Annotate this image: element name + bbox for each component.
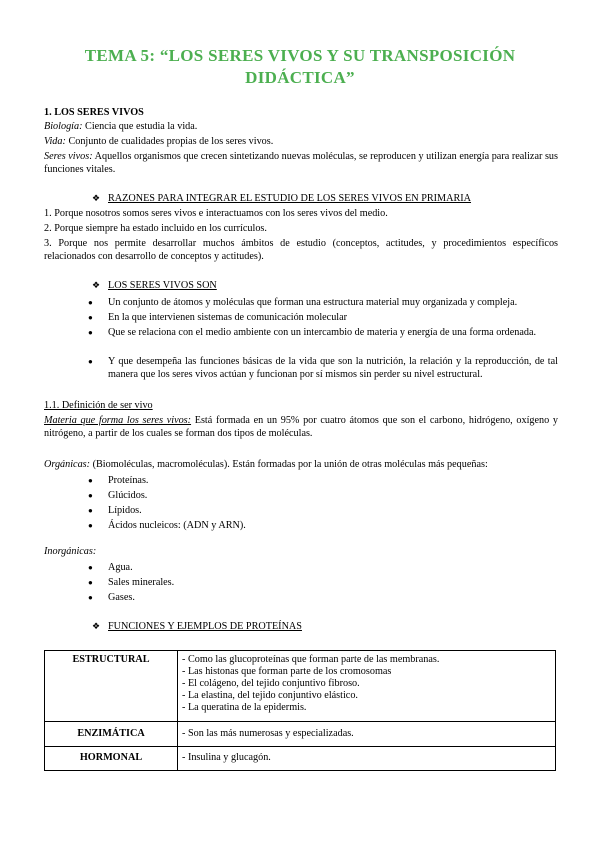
term: Seres vivos: [44, 151, 93, 162]
table-row [45, 722, 556, 747]
list-item: ● Glúcidos. [88, 490, 148, 501]
label-inorganicas: Inorgánicas: [44, 546, 97, 557]
list-item: 2. Porque siempre ha estado incluido en los currículos. [44, 223, 267, 234]
list-item: ● Proteínas. [88, 475, 149, 486]
table-row [45, 651, 556, 722]
diamond-bullet-icon: ❖ [92, 193, 101, 203]
subsection-heading-proteinas: ❖ FUNCIONES Y EJEMPLOS DE PROTEÍNAS [92, 621, 302, 632]
definition-text: Conjunto de cualidades propias de los seres vivos. [65, 136, 274, 147]
bullet-icon: ● [88, 476, 93, 485]
table-cell-value: - Insulina y glucagón. [178, 747, 556, 771]
list-item: 3. Porque nos permite desarrollar muchos ámbitos de estudio (conceptos, actitudes, y procedimientos específicos relacionados con desarrollo de conceptos y actitudes). [44, 238, 558, 262]
list-item: ● Que se relaciona con el medio ambiente con un intercambio de materia y energía de una forma ordenada. [88, 327, 537, 338]
definition-seres-vivos [44, 150, 558, 176]
bullet-icon: ● [88, 313, 93, 322]
definition-biologia [44, 120, 558, 133]
bullet-icon: ● [88, 578, 93, 587]
list-item: ● Ácidos nucleicos: (ADN y ARN). [88, 520, 246, 531]
subsection-heading-razones: ❖ RAZONES PARA INTEGRAR EL ESTUDIO DE LOS SERES VIVOS EN PRIMARIA [92, 193, 472, 204]
table-row [45, 747, 556, 771]
diamond-bullet-icon: ❖ [92, 280, 101, 290]
bullet-icon: ● [88, 563, 93, 572]
term: Biología: [44, 121, 83, 132]
page-title-line-2: DIDÁCTICA” [245, 68, 355, 87]
list-item: ● Lípidos. [88, 505, 142, 516]
table-cell-key: HORMONAL [45, 747, 178, 771]
list-item: ● Un conjunto de átomos y moléculas que forman una estructura material muy organizada y compleja. [88, 297, 518, 308]
paragraph-organicas: Orgánicas: (Biomoléculas, macromoléculas). Están formadas por la unión de otras moléculas más pequeñas: [44, 459, 488, 470]
bullet-icon: ● [88, 506, 93, 515]
table-cell-key: ENZIMÁTICA [45, 722, 178, 747]
bullet-icon: ● [88, 593, 93, 602]
list-item: ● Y que desempeña las funciones básicas de la vida que son la nutrición, la relación y la reproducción, de tal manera que los seres vivos actúan y funcionan por sí mismos sin perder su nivel estructural. [88, 356, 558, 380]
bullet-icon: ● [88, 521, 93, 530]
subsection-heading-son: ❖ LOS SERES VIVOS SON [92, 280, 217, 291]
term: Vida: [44, 136, 66, 147]
bullet-icon: ● [88, 298, 93, 307]
diamond-bullet-icon: ❖ [92, 621, 101, 631]
bullet-icon: ● [88, 491, 93, 500]
table-cell-value: - Como las glucoproteínas que forman parte de las membranas. - Las histonas que forman parte de los cromosomas - El colágeno, del tejido conjuntivo fibroso. - La elastina, del tejido conjuntivo elástico. - La queratina de la epidermis. [178, 651, 556, 722]
proteins-table [44, 650, 556, 771]
bullet-icon: ● [88, 357, 93, 366]
table-cell-key: ESTRUCTURAL [45, 651, 178, 722]
definition-text: Aquellos organismos que crecen sintetizando nuevas moléculas, se reproducen y utilizan energía para realizar sus funciones vitales. [44, 151, 558, 175]
definition-vida [44, 135, 558, 148]
list-item: ● En la que intervienen sistemas de comunicación molecular [88, 312, 348, 323]
page-title-line-1: TEMA 5: “LOS SERES VIVOS Y SU TRANSPOSICIÓN [84, 46, 516, 65]
table-cell-value: - Son las más numerosas y especializadas. [178, 722, 556, 747]
bullet-icon: ● [88, 328, 93, 337]
section-heading: 1. LOS SERES VIVOS [44, 107, 144, 118]
list-item: ● Agua. [88, 562, 133, 573]
list-item: ● Sales minerales. [88, 577, 175, 588]
subsection-heading-definicion: 1.1. Definición de ser vivo [44, 400, 153, 411]
list-item: ● Gases. [88, 592, 135, 603]
paragraph-materia: Materia que forma los seres vivos: Está formada en un 95% por cuatro átomos que son el carbono, hidrógeno, oxígeno y nitrógeno, a partir de los cuales se forman dos tipos de moléculas. [44, 415, 558, 439]
list-item: 1. Porque nosotros somos seres vivos e interactuamos con los seres vivos del medio. [44, 208, 388, 219]
definition-text: Ciencia que estudia la vida. [82, 121, 198, 132]
